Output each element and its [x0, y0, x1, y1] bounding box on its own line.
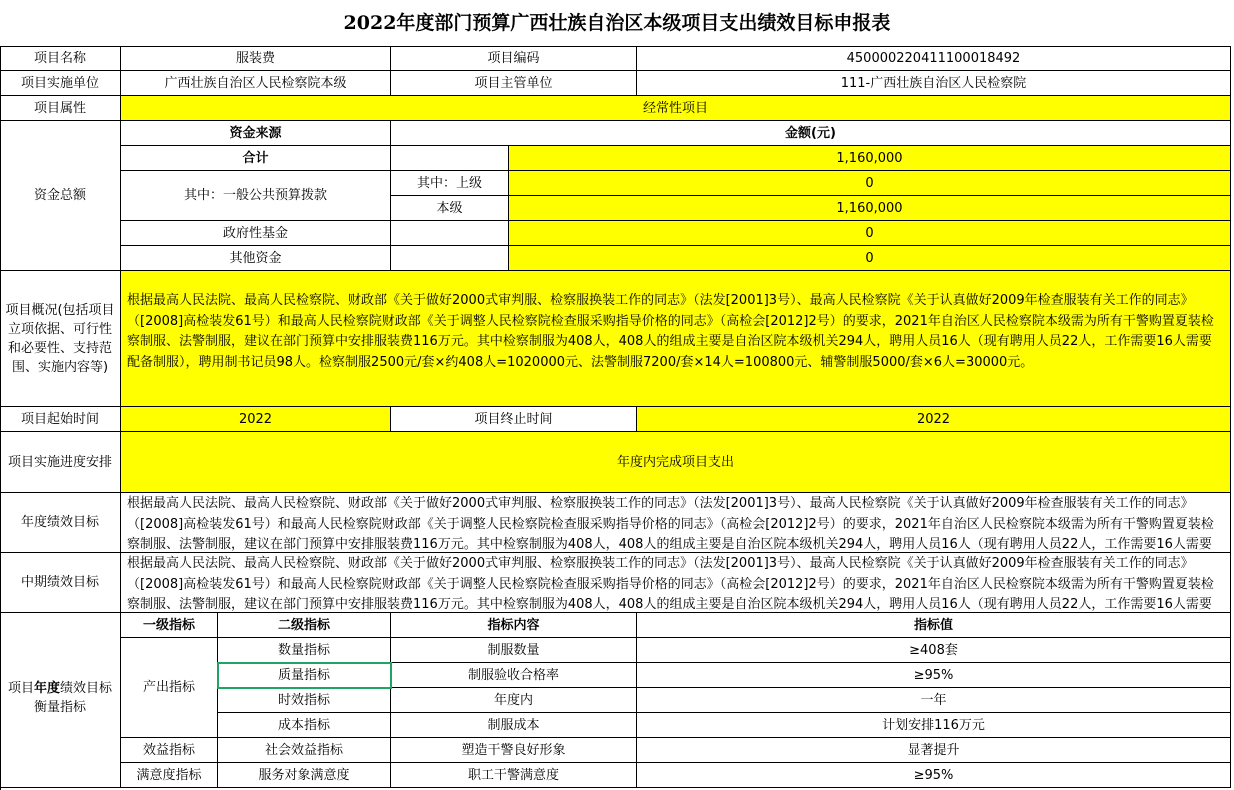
content-cost[interactable]: 制服成本 [391, 713, 637, 738]
label-start-time[interactable]: 项目起始时间 [0, 407, 121, 432]
label-general-budget[interactable]: 其中：一般公共预算拨款 [121, 171, 391, 221]
value-other-fund[interactable]: 0 [509, 246, 1231, 271]
value-total[interactable]: 1,160,000 [509, 146, 1231, 171]
level2-quantity[interactable]: 数量指标 [218, 638, 391, 663]
content-social-benefit[interactable]: 塑造干警良好形象 [391, 738, 637, 763]
value-project-code[interactable]: 450000220411100018492 [637, 46, 1231, 71]
level1-satisfaction[interactable]: 满意度指标 [121, 763, 218, 788]
header-fund-source[interactable]: 资金来源 [121, 121, 391, 146]
value-mid-goal[interactable]: 根据最高人民法院、最高人民检察院、财政部《关于做好2000式审判服、检察服换装工作的同志》（法发[2001]3号）、最高人民检察院《关于认真做好2009年检查服装有关工作的同志》（[2008]高检装发61号）和最高人民检察院财政部《关于调整人民检察院检查服采购指导价格的同志》（高检会[2012]2号）的要求，2021年自治区人民检察院本级需为所有干警购置夏装检察制服、法警制服，建议在部门预算中安排服装费116万元。其中检察制服为408人，408人的组成主要是自治区院本级机关294人，聘用人员16人（现有聘用人员22人，工作需要16人需要 [121, 553, 1231, 613]
value-schedule[interactable]: 年度内完成项目支出 [121, 432, 1231, 493]
label-fund-total[interactable]: 资金总额 [0, 121, 121, 271]
label-mid-goal[interactable]: 中期绩效目标 [0, 553, 121, 613]
content-timeliness[interactable]: 年度内 [391, 688, 637, 713]
label-total[interactable]: 合计 [121, 146, 391, 171]
label-other-fund[interactable]: 其他资金 [121, 246, 391, 271]
value-this-level[interactable]: 1,160,000 [509, 196, 1231, 221]
header-amount[interactable]: 金额(元) [391, 121, 1231, 146]
label-end-time[interactable]: 项目终止时间 [391, 407, 637, 432]
value-end-time[interactable]: 2022 [637, 407, 1231, 432]
value-social-benefit[interactable]: 显著提升 [637, 738, 1231, 763]
level2-social-benefit[interactable]: 社会效益指标 [218, 738, 391, 763]
value-impl-unit[interactable]: 广西壮族自治区人民检察院本级 [121, 71, 391, 96]
value-overview[interactable]: 根据最高人民法院、最高人民检察院、财政部《关于做好2000式审判服、检察服换装工作的同志》（法发[2001]3号）、最高人民检察院《关于认真做好2009年检查服装有关工作的同志》（[2008]高检装发61号）和最高人民检察院财政部《关于调整人民检察院检查服采购指导价格的同志》（高检会[2012]2号）的要求，2021年自治区人民检察院本级需为所有干警购置夏装检察制服、法警制服，建议在部门预算中安排服装费116万元。其中检察制服为408人，408人的组成主要是自治区院本级机关294人，聘用人员16人（现有聘用人员22人，工作需要16人需要配备制服），聘用制书记员98人。检察制服2500元/套×约408人=1020000元、法警制服7200/套×14人=100800元、辅警制服5000/套×6人=30000元。 [121, 271, 1231, 407]
label-overview[interactable]: 项目概况(包括项目立项依据、可行性和必要性、支持范围、实施内容等) [0, 271, 121, 407]
level2-timeliness[interactable]: 时效指标 [218, 688, 391, 713]
content-quality[interactable]: 制服验收合格率 [391, 663, 637, 688]
level1-benefit[interactable]: 效益指标 [121, 738, 218, 763]
label-attribute[interactable]: 项目属性 [0, 96, 121, 121]
content-satisfaction[interactable]: 职工干警满意度 [391, 763, 637, 788]
header-value[interactable]: 指标值 [637, 613, 1231, 638]
label-impl-unit[interactable]: 项目实施单位 [0, 71, 121, 96]
label-schedule[interactable]: 项目实施进度安排 [0, 432, 121, 493]
value-upper-level[interactable]: 0 [509, 171, 1231, 196]
header-content[interactable]: 指标内容 [391, 613, 637, 638]
label-gov-fund[interactable]: 政府性基金 [121, 221, 391, 246]
value-satisfaction[interactable]: ≥95% [637, 763, 1231, 788]
label-project-code[interactable]: 项目编码 [391, 46, 637, 71]
value-cost[interactable]: 计划安排116万元 [637, 713, 1231, 738]
label-supervisor-unit[interactable]: 项目主管单位 [391, 71, 637, 96]
level2-satisfaction[interactable]: 服务对象满意度 [218, 763, 391, 788]
empty-cell[interactable] [391, 246, 509, 271]
indicators-label-part: 项目 [7, 681, 34, 696]
header-level1[interactable]: 一级指标 [121, 613, 218, 638]
value-quantity[interactable]: ≥408套 [637, 638, 1231, 663]
header-level2[interactable]: 二级指标 [218, 613, 391, 638]
value-attribute[interactable]: 经常性项目 [121, 96, 1231, 121]
cell-selection[interactable] [217, 662, 392, 689]
value-gov-fund[interactable]: 0 [509, 221, 1231, 246]
value-timeliness[interactable]: 一年 [637, 688, 1231, 713]
value-project-name[interactable]: 服装费 [121, 46, 391, 71]
label-upper-level[interactable]: 其中：上级 [391, 171, 509, 196]
label-annual-goal[interactable]: 年度绩效目标 [0, 493, 121, 553]
level2-quality[interactable]: 质量指标 [218, 663, 391, 688]
value-start-time[interactable]: 2022 [121, 407, 391, 432]
value-supervisor-unit[interactable]: 111-广西壮族自治区人民检察院 [637, 71, 1231, 96]
form-title: 2022年度部门预算广西壮族自治区本级项目支出绩效目标申报表 [343, 12, 891, 34]
level1-output[interactable]: 产出指标 [121, 638, 218, 738]
label-this-level[interactable]: 本级 [391, 196, 509, 221]
label-indicators[interactable] [0, 613, 121, 788]
empty-cell[interactable] [391, 221, 509, 246]
level2-cost[interactable]: 成本指标 [218, 713, 391, 738]
value-annual-goal[interactable]: 根据最高人民法院、最高人民检察院、财政部《关于做好2000式审判服、检察服换装工作的同志》（法发[2001]3号）、最高人民检察院《关于认真做好2009年检查服装有关工作的同志》（[2008]高检装发61号）和最高人民检察院财政部《关于调整人民检察院检查服采购指导价格的同志》（高检会[2012]2号）的要求，2021年自治区人民检察院本级需为所有干警购置夏装检察制服、法警制服，建议在部门预算中安排服装费116万元。其中检察制服为408人，408人的组成主要是自治区院本级机关294人，聘用人员16人（现有聘用人员22人，工作需要16人需要 [121, 493, 1231, 553]
content-quantity[interactable]: 制服数量 [391, 638, 637, 663]
label-project-name[interactable]: 项目名称 [0, 46, 121, 71]
indicators-label-part: 年度 [33, 681, 60, 696]
indicators-label-part: 绩效目标衡量指标 [33, 681, 113, 715]
empty-cell[interactable] [391, 146, 509, 171]
value-quality[interactable]: ≥95% [637, 663, 1231, 688]
